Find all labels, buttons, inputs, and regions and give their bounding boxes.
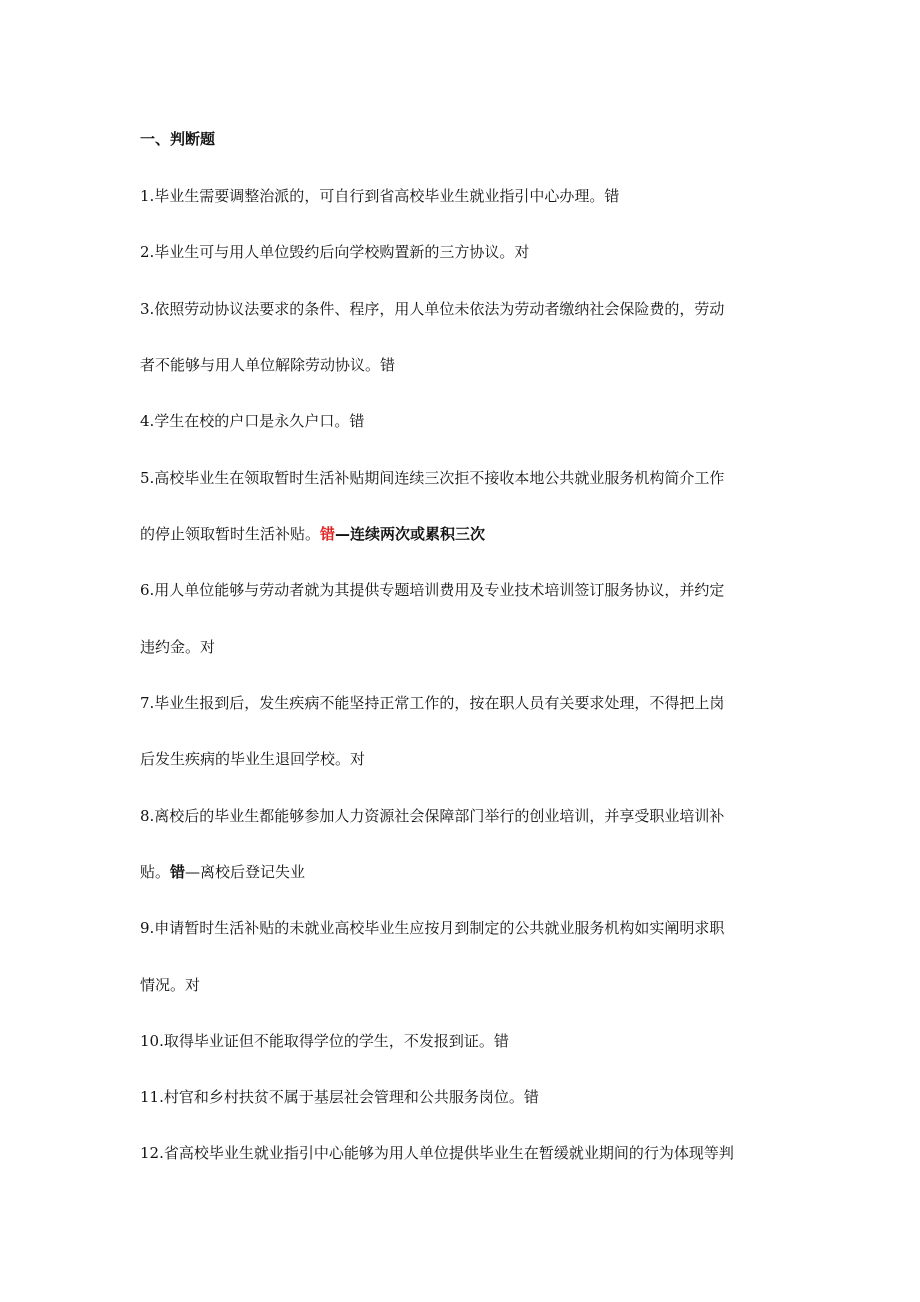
question-6-line-2: 违约金。对	[140, 638, 216, 656]
question-4: 4.学生在校的户口是永久户口。错	[140, 412, 365, 430]
question-12-line-1: 12.省高校毕业生就业指引中心能够为用人单位提供毕业生在暂缓就业期间的行为体现等判	[140, 1144, 734, 1162]
question-8-line-2	[140, 861, 305, 883]
question-2: 2.毕业生可与用人单位毁约后向学校购置新的三方协议。对	[140, 243, 530, 261]
answer-note: —连续两次或累积三次	[335, 525, 486, 543]
question-6-line-1: 6.用人单位能够与劳动者就为其提供专题培训费用及专业技术培训签订服务协议，并约定	[140, 581, 725, 599]
question-8-text: 贴。	[140, 863, 171, 881]
question-7-line-2: 后发生疾病的毕业生退回学校。对	[140, 750, 366, 768]
answer-mark: 错	[170, 863, 186, 881]
question-3-line-1: 3.依照劳动协议法要求的条件、程序，用人单位未依法为劳动者缴纳社会保险费的，劳动	[140, 300, 725, 318]
answer-note: —离校后登记失业	[185, 863, 306, 881]
question-3-line-2: 者不能够与用人单位解除劳动协议。错	[140, 356, 396, 374]
answer-mark: 错	[320, 525, 336, 543]
question-7-line-1: 7.毕业生报到后，发生疾病不能坚持正常工作的，按在职人员有关要求处理，不得把上岗	[140, 694, 725, 712]
section-title: 一、判断题	[140, 130, 216, 148]
question-10: 10.取得毕业证但不能取得学位的学生，不发报到证。错	[140, 1032, 509, 1050]
question-5-line-1: 5.高校毕业生在领取暂时生活补贴期间连续三次拒不接收本地公共就业服务机构简介工作	[140, 469, 725, 487]
question-9-line-1: 9.申请暂时生活补贴的未就业高校毕业生应按月到制定的公共就业服务机构如实阐明求职	[140, 919, 725, 937]
question-9-line-2: 情况。对	[140, 976, 201, 994]
question-5-text: 的停止领取暂时生活补贴。	[140, 525, 321, 543]
question-11: 11.村官和乡村扶贫不属于基层社会管理和公共服务岗位。错	[140, 1088, 539, 1106]
question-1: 1.毕业生需要调整治派的，可自行到省高校毕业生就业指引中心办理。错	[140, 187, 620, 205]
question-8-line-1: 8.离校后的毕业生都能够参加人力资源社会保障部门举行的创业培训，并享受职业培训补	[140, 807, 725, 825]
question-5-line-2	[140, 523, 485, 545]
